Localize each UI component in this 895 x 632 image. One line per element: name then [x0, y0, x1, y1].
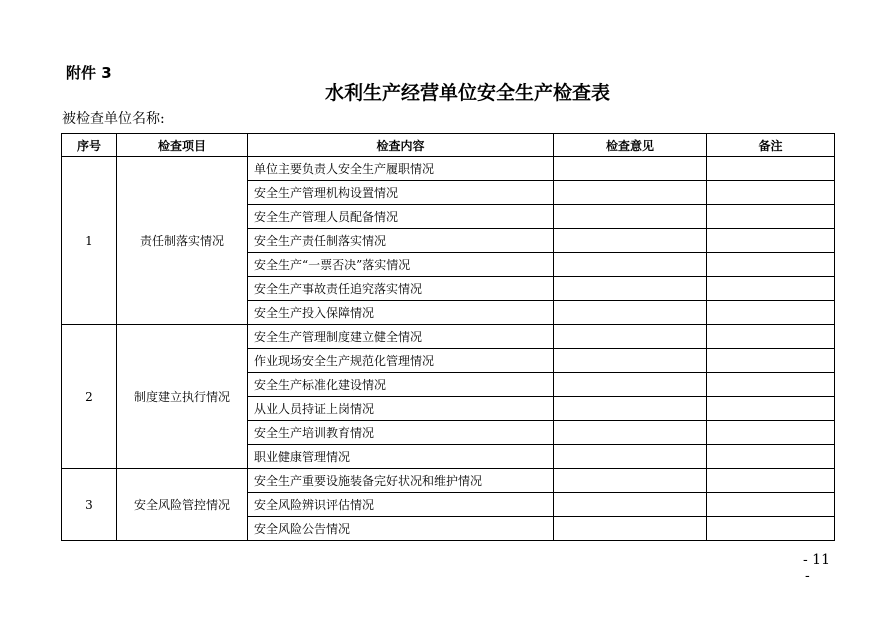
row-seq: 3	[62, 469, 117, 541]
row-remark-cell[interactable]	[707, 205, 835, 229]
row-seq: 2	[62, 325, 117, 469]
row-opinion-cell[interactable]	[554, 469, 707, 493]
row-opinion-cell[interactable]	[554, 517, 707, 541]
table-row	[62, 469, 835, 493]
row-check-item: 安全风险管控情况	[117, 469, 248, 541]
row-check-content: 从业人员持证上岗情况	[248, 397, 554, 421]
row-remark-cell[interactable]	[707, 469, 835, 493]
row-opinion-cell[interactable]	[554, 493, 707, 517]
row-remark-cell[interactable]	[707, 373, 835, 397]
row-check-content: 安全生产管理制度建立健全情况	[248, 325, 554, 349]
row-opinion-cell[interactable]	[554, 373, 707, 397]
row-opinion-cell[interactable]	[554, 277, 707, 301]
row-remark-cell[interactable]	[707, 229, 835, 253]
row-check-content: 安全生产标准化建设情况	[248, 373, 554, 397]
page-number-tail: -	[805, 568, 810, 584]
table-row	[62, 157, 835, 181]
header-remark: 备注	[707, 134, 835, 157]
row-remark-cell[interactable]	[707, 493, 835, 517]
header-seq: 序号	[62, 134, 117, 157]
row-opinion-cell[interactable]	[554, 157, 707, 181]
row-opinion-cell[interactable]	[554, 301, 707, 325]
table-header-row	[62, 134, 835, 157]
row-check-item: 责任制落实情况	[117, 157, 248, 325]
row-check-content: 安全生产管理人员配备情况	[248, 205, 554, 229]
page-title: 水利生产经营单位安全生产检查表	[324, 82, 610, 104]
row-remark-cell[interactable]	[707, 277, 835, 301]
row-remark-cell[interactable]	[707, 397, 835, 421]
table-body	[62, 157, 835, 541]
header-item: 检查项目	[117, 134, 248, 157]
row-check-content: 职业健康管理情况	[248, 445, 554, 469]
row-check-item: 制度建立执行情况	[117, 325, 248, 469]
row-opinion-cell[interactable]	[554, 349, 707, 373]
inspected-unit-label: 被检查单位名称:	[62, 111, 165, 127]
row-remark-cell[interactable]	[707, 157, 835, 181]
row-remark-cell[interactable]	[707, 517, 835, 541]
row-check-content: 安全生产管理机构设置情况	[248, 181, 554, 205]
row-check-content: 安全风险辨识评估情况	[248, 493, 554, 517]
row-remark-cell[interactable]	[707, 301, 835, 325]
row-remark-cell[interactable]	[707, 445, 835, 469]
row-remark-cell[interactable]	[707, 349, 835, 373]
row-check-content: 安全风险公告情况	[248, 517, 554, 541]
row-seq: 1	[62, 157, 117, 325]
row-opinion-cell[interactable]	[554, 181, 707, 205]
row-remark-cell[interactable]	[707, 325, 835, 349]
row-opinion-cell[interactable]	[554, 325, 707, 349]
row-opinion-cell[interactable]	[554, 229, 707, 253]
row-check-content: 作业现场安全生产规范化管理情况	[248, 349, 554, 373]
row-remark-cell[interactable]	[707, 421, 835, 445]
row-opinion-cell[interactable]	[554, 205, 707, 229]
row-remark-cell[interactable]	[707, 181, 835, 205]
row-opinion-cell[interactable]	[554, 397, 707, 421]
page-number: - 11	[803, 552, 830, 568]
row-opinion-cell[interactable]	[554, 445, 707, 469]
header-content: 检查内容	[248, 134, 554, 157]
inspection-table	[61, 133, 835, 541]
row-check-content: 安全生产重要设施装备完好状况和维护情况	[248, 469, 554, 493]
row-opinion-cell[interactable]	[554, 253, 707, 277]
row-check-content: 安全生产事故责任追究落实情况	[248, 277, 554, 301]
row-remark-cell[interactable]	[707, 253, 835, 277]
header-opinion: 检查意见	[554, 134, 707, 157]
row-opinion-cell[interactable]	[554, 421, 707, 445]
row-check-content: 安全生产投入保障情况	[248, 301, 554, 325]
row-check-content: 安全生产责任制落实情况	[248, 229, 554, 253]
row-check-content: 安全生产“一票否决”落实情况	[248, 253, 554, 277]
row-check-content: 安全生产培训教育情况	[248, 421, 554, 445]
table-row	[62, 325, 835, 349]
row-check-content: 单位主要负责人安全生产履职情况	[248, 157, 554, 181]
attachment-label: 附件 3	[66, 64, 112, 82]
